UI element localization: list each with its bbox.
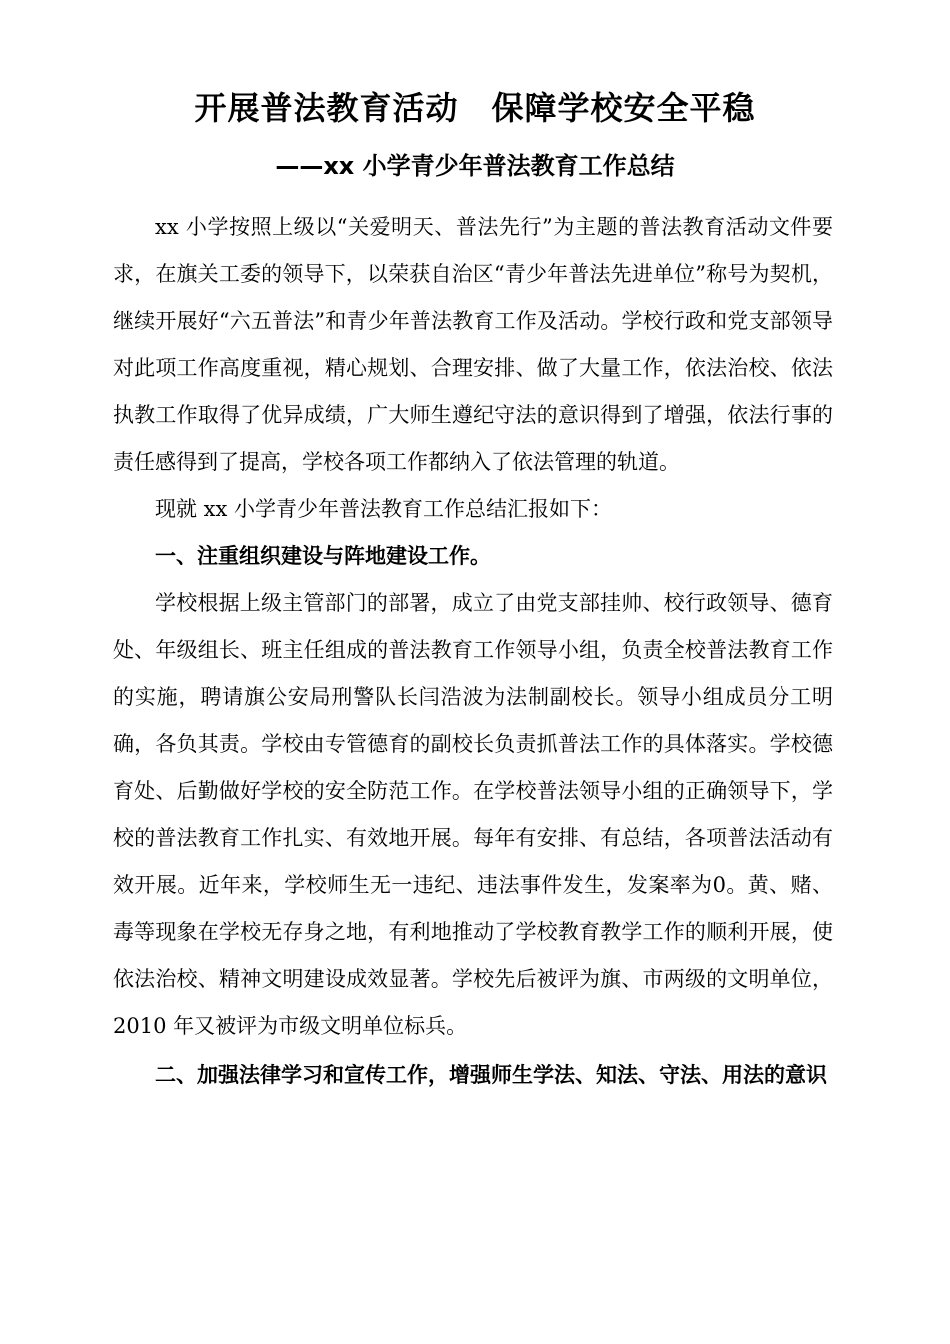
paragraph-report-lead: 现就 xx 小学青少年普法教育工作总结汇报如下： [155,497,613,521]
paragraph-section-1: 学校根据上级主管部门的部署，成立了由党支部挂帅、校行政领导、德育处、年级组长、班主任组成的普法教育工作领导小组，负责全校普法教育工作的实施，聘请旗公安局刑警队长闫浩波为法制副校长。领导小组成员分工明确，各负其责。学校由专管德育的副校长负责抓普法工作的具体落实。学校德育处、后勤做好学校的安全防范工作。在学校普法领导小组的正确领导下，学校的普法教育工作扎实、有效地开展。每年有安排、有总结，各项普法活动有效开展。近年来，学校师生无一违纪、违法事件发生，发案率为0。黄、赌、毒等现象在学校无存身之地，有利地推动了学校教育教学工作的顺利开展，使依法治校、精神文明建设成效显著。学校先后被评为旗、市两级的文明单位，2010 年又被评为市级文明单位标兵。 [113,591,833,1038]
paragraph-intro: xx 小学按照上级以“关爱明天、普法先行”为主题的普法教育活动文件要求，在旗关工委的领导下，以荣获自治区“青少年普法先进单位”称号为契机，继续开展好“六五普法”和青少年普法教育工作及活动。学校行政和党支部领导对此项工作高度重视，精心规划、合理安排、做了大量工作，依法治校、依法执教工作取得了优异成绩，广大师生遵纪守法的意识得到了增强，依法行事的责任感得到了提高，学校各项工作都纳入了依法管理的轨道。 [113,215,833,474]
section-heading-1: 一、注重组织建设与阵地建设工作。 [155,544,491,568]
document-subtitle: ——xx 小学青少年普法教育工作总结 [275,152,675,180]
document-title: 开展普法教育活动 保障学校安全平稳 [194,89,756,127]
section-heading-2: 二、加强法律学习和宣传工作，增强师生学法、知法、守法、用法的意识 [155,1063,827,1087]
document-body [113,204,833,1099]
